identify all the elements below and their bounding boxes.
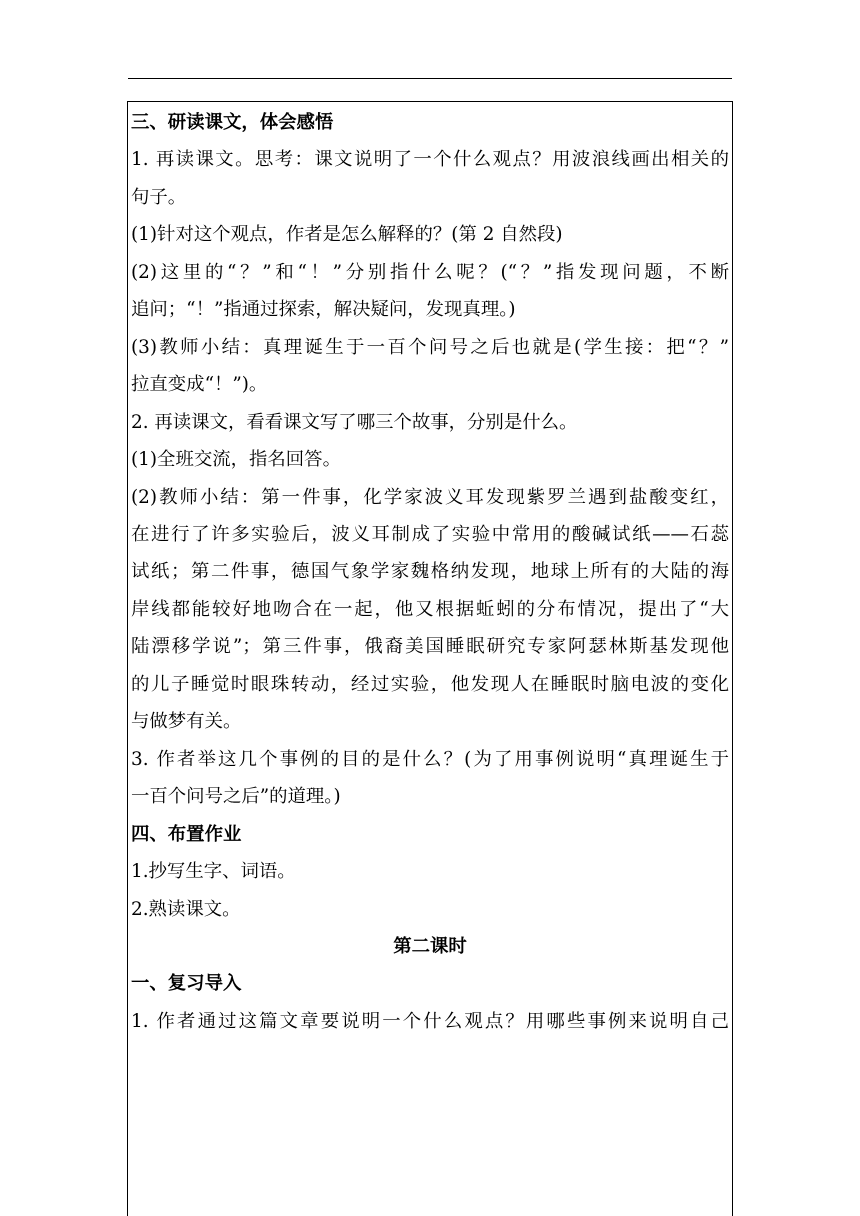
paragraph-line: 句子。 — [131, 186, 187, 208]
document-body — [131, 104, 729, 1040]
paragraph-line: (3)教师小结：真理诞生于一百个问号之后也就是(学生接：把“？” — [131, 336, 729, 358]
paragraph-line: (1)全班交流，指名回答。 — [131, 449, 341, 471]
lesson-title-second-period: 第二课时 — [393, 935, 467, 957]
paragraph-line: 3. 作者举这几个事例的目的是什么？(为了用事例说明“真理诞生于 — [131, 748, 729, 770]
section-heading-study-text: 三、研读课文，体会感悟 — [131, 112, 334, 133]
paragraph-line: 岸线都能较好地吻合在一起，他又根据蚯蚓的分布情况，提出了“大 — [131, 598, 729, 620]
header-rule — [128, 78, 732, 79]
paragraph-line: 1.抄写生字、词语。 — [131, 861, 296, 883]
paragraph-line: 试纸；第二件事，德国气象学家魏格纳发现，地球上所有的大陆的海 — [131, 561, 729, 583]
paragraph-line: 2. 再读课文，看看课文写了哪三个故事，分别是什么。 — [131, 411, 578, 433]
section-heading-homework: 四、布置作业 — [131, 823, 242, 845]
paragraph-line: 1. 作者通过这篇文章要说明一个什么观点？用哪些事例来说明自己 — [131, 1010, 729, 1032]
paragraph-line: 拉直变成“！”)。 — [131, 374, 268, 396]
paragraph-line: 一百个问号之后”的道理。) — [131, 786, 341, 808]
paragraph-line: 追问；“！”指通过探索，解决疑问，发现真理。) — [131, 299, 516, 321]
paragraph-line: 陆漂移学说”；第三件事，俄裔美国睡眠研究专家阿瑟林斯基发现他 — [131, 636, 729, 658]
paragraph-line: 1. 再读课文。思考：课文说明了一个什么观点？用波浪线画出相关的 — [131, 149, 729, 171]
section-heading-review: 一、复习导入 — [131, 973, 242, 995]
paragraph-line: (1)针对这个观点，作者是怎么解释的？(第 2 自然段) — [131, 224, 563, 246]
paragraph-line: 在进行了许多实验后，波义耳制成了实验中常用的酸碱试纸——石蕊 — [131, 523, 729, 545]
paragraph-line: 的儿子睡觉时眼珠转动，经过实验，他发现人在睡眠时脑电波的变化 — [131, 673, 729, 695]
paragraph-line: 与做梦有关。 — [131, 711, 242, 733]
paragraph-line: (2)这里的“？”和“！”分别指什么呢？(“？”指发现问题，不断 — [131, 261, 729, 283]
paragraph-line: 2.熟读课文。 — [131, 898, 241, 920]
paragraph-line: (2)教师小结：第一件事，化学家波义耳发现紫罗兰遇到盐酸变红， — [131, 486, 729, 508]
